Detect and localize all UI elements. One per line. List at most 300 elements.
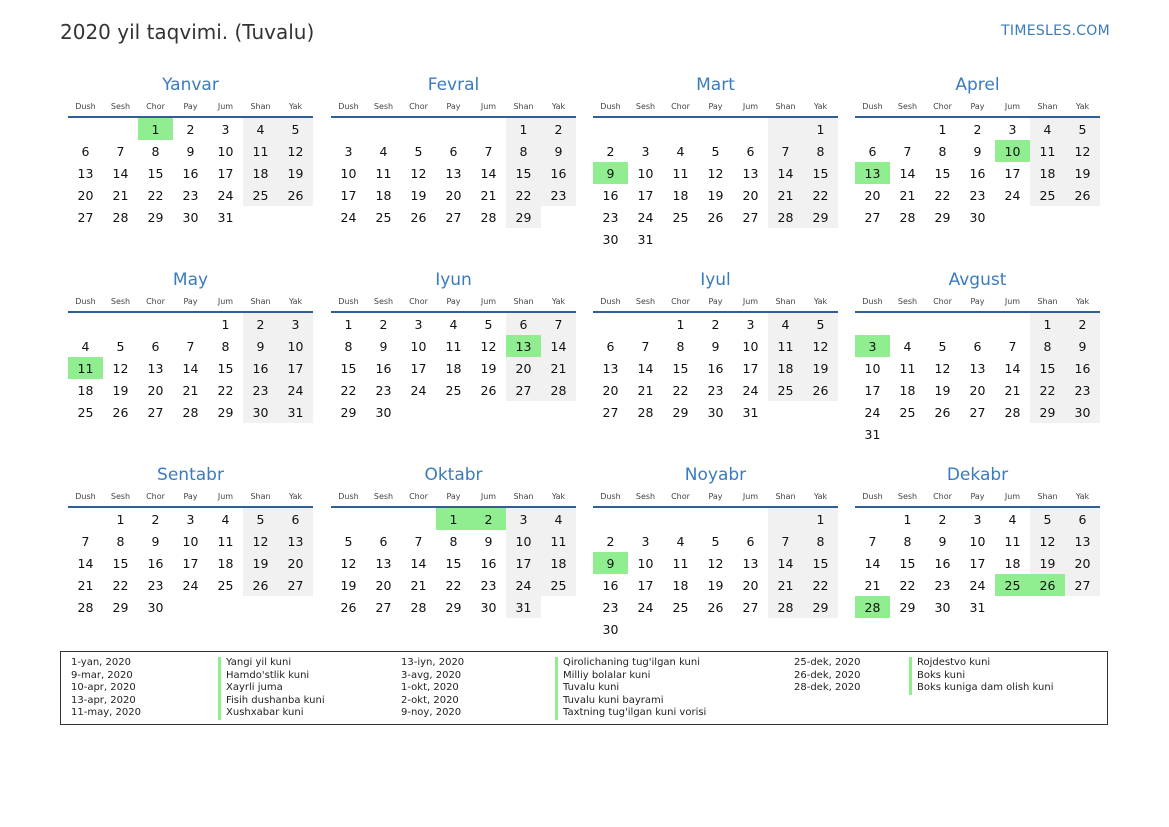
day-cell: 29 xyxy=(340,404,357,420)
day-cell: 1 xyxy=(116,511,125,527)
day-cell: 3 xyxy=(221,121,230,137)
empty-cell xyxy=(925,313,960,335)
weekday-label: Dush xyxy=(75,492,96,501)
day-cell: 4 xyxy=(768,313,803,335)
month-name: Fevral xyxy=(427,75,480,95)
day-cell: 22 xyxy=(506,184,541,206)
weekday-label: Sesh xyxy=(635,492,656,501)
day-cell: 29 xyxy=(147,209,164,225)
day-cell: 25 xyxy=(899,404,916,420)
day-cell: 23 xyxy=(480,577,497,593)
day-cell: 21 xyxy=(182,382,199,398)
day-cell: 12 xyxy=(1030,530,1065,552)
day-cell: 23 xyxy=(602,209,619,225)
day-cell: 3 xyxy=(506,508,541,530)
day-cell: 1 xyxy=(221,316,230,332)
day-cell: 2 xyxy=(541,118,576,140)
day-cell: 2 xyxy=(606,533,615,549)
legend-holiday-name: Qirolichaning tug'ilgan kuni xyxy=(555,657,706,670)
month-name: Yanvar xyxy=(162,75,219,95)
month-iyul xyxy=(593,267,838,423)
day-cell: 21 xyxy=(637,382,654,398)
day-cell: 7 xyxy=(868,533,877,549)
weekday-label: Dush xyxy=(75,297,96,306)
day-cell: 28 xyxy=(768,206,803,228)
day-cell: 29 xyxy=(112,599,129,615)
day-cell: 13 xyxy=(742,555,759,571)
empty-cell xyxy=(593,118,628,140)
weekday-label: Dush xyxy=(338,492,359,501)
day-cell: 29 xyxy=(934,209,951,225)
weekday-label: Jum xyxy=(742,492,759,501)
legend-holiday-name: Tuvalu kuni xyxy=(555,682,706,695)
weekday-header xyxy=(593,98,838,118)
legend-holiday-name: Rojdestvo kuni xyxy=(909,657,1053,670)
day-cell: 23 xyxy=(934,577,951,593)
day-cell: 19 xyxy=(1030,552,1065,574)
day-cell: 28 xyxy=(112,209,129,225)
day-cell: 11 xyxy=(1004,533,1021,549)
weekday-label: Sesh xyxy=(110,492,131,501)
day-cell: 3 xyxy=(641,533,650,549)
day-cell: 5 xyxy=(938,338,947,354)
day-cell: 17 xyxy=(969,555,986,571)
day-cell: 10 xyxy=(340,165,357,181)
day-cell: 7 xyxy=(186,338,195,354)
weekday-label: Chor xyxy=(933,102,952,111)
day-cell: 23 xyxy=(182,187,199,203)
day-cell: 10 xyxy=(969,533,986,549)
day-cell: 2 xyxy=(186,121,195,137)
day-cell: 11 xyxy=(541,530,576,552)
empty-cell xyxy=(436,118,471,140)
day-cell: 28 xyxy=(410,599,427,615)
day-cell: 14 xyxy=(182,360,199,376)
day-cell: 23 xyxy=(243,379,278,401)
day-cell: 30 xyxy=(969,209,986,225)
legend-holiday-name: Hamdo'stlik kuni xyxy=(218,670,325,683)
day-cell: 19 xyxy=(410,187,427,203)
weekday-label: Dush xyxy=(862,297,883,306)
weekday-label: Sesh xyxy=(897,102,918,111)
day-cell: 5 xyxy=(803,313,838,335)
day-cell: 20 xyxy=(1065,552,1100,574)
day-cell: 17 xyxy=(217,165,234,181)
day-cell: 27 xyxy=(742,209,759,225)
day-cell: 16 xyxy=(707,360,724,376)
day-cell: 15 xyxy=(1030,357,1065,379)
weekday-label: Shan xyxy=(513,492,534,501)
day-cell: 22 xyxy=(112,577,129,593)
day-cell: 18 xyxy=(375,187,392,203)
day-cell: 5 xyxy=(344,533,353,549)
legend-date: 11-may, 2020 xyxy=(71,707,141,718)
month-iyun xyxy=(331,267,576,423)
day-cell: 16 xyxy=(934,555,951,571)
day-cell: 29 xyxy=(899,599,916,615)
month-mart xyxy=(593,72,838,250)
day-cell: 30 xyxy=(182,209,199,225)
day-cell: 31 xyxy=(637,231,654,247)
day-cell: 20 xyxy=(445,187,462,203)
day-cell: 31 xyxy=(969,599,986,615)
empty-cell xyxy=(401,508,436,530)
day-cell: 11 xyxy=(768,335,803,357)
day-cell: 17 xyxy=(637,187,654,203)
day-cell: 11 xyxy=(375,165,392,181)
weekday-label: Yak xyxy=(551,492,566,501)
legend-holiday-name: Xayrli juma xyxy=(218,682,325,695)
day-cell: 8 xyxy=(151,143,160,159)
day-cell: 18 xyxy=(899,382,916,398)
day-cell: 24 xyxy=(410,382,427,398)
holiday-day-cell: 13 xyxy=(506,335,541,357)
day-cell: 14 xyxy=(864,555,881,571)
day-cell: 4 xyxy=(1030,118,1065,140)
weekday-label: Sesh xyxy=(373,102,394,111)
weekday-label: Chor xyxy=(146,297,165,306)
day-cell: 15 xyxy=(340,360,357,376)
day-cell: 31 xyxy=(506,596,541,618)
day-cell: 25 xyxy=(77,404,94,420)
day-cell: 6 xyxy=(746,533,755,549)
weekday-label: Pay xyxy=(708,102,723,111)
weekday-label: Dush xyxy=(600,492,621,501)
day-cell: 23 xyxy=(969,187,986,203)
weekday-header xyxy=(855,98,1100,118)
empty-cell xyxy=(366,508,401,530)
day-cell: 27 xyxy=(147,404,164,420)
weekday-header xyxy=(68,98,313,118)
weekday-label: Sesh xyxy=(373,297,394,306)
day-cell: 12 xyxy=(410,165,427,181)
empty-cell xyxy=(890,313,925,335)
day-cell: 29 xyxy=(803,206,838,228)
day-cell: 30 xyxy=(934,599,951,615)
day-cell: 5 xyxy=(711,533,720,549)
day-cell: 10 xyxy=(217,143,234,159)
day-cell: 3 xyxy=(746,316,755,332)
day-cell: 9 xyxy=(484,533,493,549)
day-cell: 5 xyxy=(711,143,720,159)
day-cell: 12 xyxy=(112,360,129,376)
day-cell: 29 xyxy=(803,596,838,618)
legend-date: 1-okt, 2020 xyxy=(401,682,459,693)
empty-cell xyxy=(138,313,173,335)
day-cell: 27 xyxy=(864,209,881,225)
day-cell: 10 xyxy=(637,165,654,181)
day-cell: 13 xyxy=(445,165,462,181)
month-fevral xyxy=(331,72,576,228)
day-cell: 10 xyxy=(410,338,427,354)
legend-holiday-name: Yangi yil kuni xyxy=(218,657,325,670)
weekday-label: Dush xyxy=(338,297,359,306)
day-cell: 27 xyxy=(278,574,313,596)
day-cell: 14 xyxy=(77,555,94,571)
weekday-label: Yak xyxy=(288,297,303,306)
day-cell: 8 xyxy=(221,338,230,354)
weekday-label: Jum xyxy=(1004,297,1021,306)
weekday-label: Dush xyxy=(338,102,359,111)
legend-date: 28-dek, 2020 xyxy=(794,682,861,693)
holiday-day-cell: 1 xyxy=(138,118,173,140)
day-cell: 18 xyxy=(217,555,234,571)
day-cell: 2 xyxy=(1065,313,1100,335)
day-cell: 8 xyxy=(449,533,458,549)
day-cell: 7 xyxy=(541,313,576,335)
empty-cell xyxy=(68,313,103,335)
day-cell: 8 xyxy=(803,140,838,162)
weekday-label: Chor xyxy=(933,297,952,306)
weekday-label: Dush xyxy=(862,102,883,111)
day-cell: 14 xyxy=(768,162,803,184)
day-cell: 7 xyxy=(641,338,650,354)
weekday-label: Yak xyxy=(813,297,828,306)
month-avgust xyxy=(855,267,1100,445)
day-cell: 22 xyxy=(672,382,689,398)
day-cell: 14 xyxy=(541,335,576,357)
legend-date: 3-avg, 2020 xyxy=(401,669,462,681)
day-cell: 2 xyxy=(243,313,278,335)
empty-cell xyxy=(855,508,890,530)
day-cell: 21 xyxy=(410,577,427,593)
day-cell: 14 xyxy=(480,165,497,181)
day-cell: 29 xyxy=(1030,401,1065,423)
day-cell: 24 xyxy=(340,209,357,225)
legend-holiday-name: Taxtning tug'ilgan kuni vorisi xyxy=(555,707,706,720)
day-cell: 6 xyxy=(746,143,755,159)
day-cell: 23 xyxy=(375,382,392,398)
legend-holiday-name: Fisih dushanba kuni xyxy=(218,695,325,708)
day-cell: 21 xyxy=(112,187,129,203)
day-cell: 27 xyxy=(445,209,462,225)
day-cell: 13 xyxy=(742,165,759,181)
legend-date: 10-apr, 2020 xyxy=(71,682,136,693)
weekday-label: Shan xyxy=(1037,102,1058,111)
day-cell: 9 xyxy=(151,533,160,549)
holiday-day-cell: 1 xyxy=(436,508,471,530)
day-cell: 15 xyxy=(217,360,234,376)
day-cell: 29 xyxy=(445,599,462,615)
weekday-header xyxy=(331,293,576,313)
weekday-label: Chor xyxy=(671,102,690,111)
empty-cell xyxy=(733,508,768,530)
weekday-label: Pay xyxy=(708,492,723,501)
day-cell: 19 xyxy=(278,162,313,184)
day-cell: 23 xyxy=(541,184,576,206)
day-cell: 18 xyxy=(1030,162,1065,184)
day-cell: 21 xyxy=(864,577,881,593)
holiday-legend xyxy=(60,651,1108,725)
day-cell: 22 xyxy=(147,187,164,203)
day-cell: 8 xyxy=(676,338,685,354)
day-cell: 20 xyxy=(147,382,164,398)
day-cell: 21 xyxy=(541,357,576,379)
day-cell: 12 xyxy=(707,165,724,181)
day-cell: 17 xyxy=(864,382,881,398)
day-cell: 4 xyxy=(1008,511,1017,527)
day-cell: 9 xyxy=(186,143,195,159)
day-cell: 22 xyxy=(217,382,234,398)
day-cell: 12 xyxy=(480,338,497,354)
weekday-label: Pay xyxy=(446,102,461,111)
day-cell: 11 xyxy=(217,533,234,549)
day-cell: 12 xyxy=(340,555,357,571)
empty-cell xyxy=(890,118,925,140)
day-cell: 29 xyxy=(672,404,689,420)
weekday-label: Pay xyxy=(446,297,461,306)
empty-cell xyxy=(628,313,663,335)
day-cell: 7 xyxy=(414,533,423,549)
day-cell: 24 xyxy=(864,404,881,420)
day-cell: 3 xyxy=(973,511,982,527)
empty-cell xyxy=(331,118,366,140)
day-cell: 11 xyxy=(445,338,462,354)
day-cell: 24 xyxy=(637,209,654,225)
month-yanvar xyxy=(68,72,313,228)
weekday-label: Sesh xyxy=(110,102,131,111)
day-cell: 16 xyxy=(375,360,392,376)
empty-cell xyxy=(331,508,366,530)
day-cell: 20 xyxy=(742,187,759,203)
brand-link[interactable]: TIMESLES.COM xyxy=(1001,23,1110,39)
day-cell: 17 xyxy=(278,357,313,379)
day-cell: 1 xyxy=(803,118,838,140)
day-cell: 9 xyxy=(541,140,576,162)
weekday-header xyxy=(593,488,838,508)
day-cell: 6 xyxy=(81,143,90,159)
day-cell: 6 xyxy=(1065,508,1100,530)
day-cell: 23 xyxy=(1065,379,1100,401)
day-grid xyxy=(68,508,313,618)
day-cell: 12 xyxy=(1065,140,1100,162)
day-cell: 9 xyxy=(711,338,720,354)
day-cell: 11 xyxy=(672,165,689,181)
weekday-label: Pay xyxy=(183,102,198,111)
day-cell: 24 xyxy=(182,577,199,593)
month-name: Iyun xyxy=(435,270,472,290)
month-noyabr xyxy=(593,462,838,640)
month-name: Noyabr xyxy=(684,465,747,485)
day-cell: 21 xyxy=(480,187,497,203)
day-cell: 11 xyxy=(672,555,689,571)
month-may xyxy=(68,267,313,423)
weekday-label: Jum xyxy=(217,297,234,306)
day-cell: 25 xyxy=(243,184,278,206)
day-cell: 21 xyxy=(1004,382,1021,398)
day-cell: 28 xyxy=(77,599,94,615)
holiday-day-cell: 3 xyxy=(855,335,890,357)
day-cell: 13 xyxy=(1065,530,1100,552)
day-cell: 18 xyxy=(243,162,278,184)
day-cell: 2 xyxy=(379,316,388,332)
day-cell: 13 xyxy=(278,530,313,552)
day-cell: 27 xyxy=(506,379,541,401)
weekday-header xyxy=(68,488,313,508)
day-cell: 20 xyxy=(375,577,392,593)
day-cell: 28 xyxy=(1004,404,1021,420)
weekday-label: Shan xyxy=(250,492,271,501)
empty-cell xyxy=(960,313,995,335)
weekday-label: Jum xyxy=(742,102,759,111)
holiday-day-cell: 2 xyxy=(471,508,506,530)
holiday-day-cell: 25 xyxy=(995,574,1030,596)
day-cell: 13 xyxy=(969,360,986,376)
day-cell: 26 xyxy=(1065,184,1100,206)
day-cell: 28 xyxy=(541,379,576,401)
day-grid xyxy=(331,313,576,423)
empty-cell xyxy=(68,118,103,140)
weekday-header xyxy=(855,293,1100,313)
month-name: Iyul xyxy=(700,270,731,290)
day-cell: 8 xyxy=(506,140,541,162)
day-cell: 24 xyxy=(217,187,234,203)
legend-date: 26-dek, 2020 xyxy=(794,669,861,681)
day-cell: 13 xyxy=(602,360,619,376)
weekday-label: Yak xyxy=(813,492,828,501)
empty-cell xyxy=(366,118,401,140)
weekday-label: Sesh xyxy=(635,297,656,306)
day-cell: 2 xyxy=(151,511,160,527)
weekday-label: Pay xyxy=(970,102,985,111)
legend-date: 2-okt, 2020 xyxy=(401,694,459,706)
day-cell: 4 xyxy=(676,533,685,549)
day-cell: 3 xyxy=(278,313,313,335)
empty-cell xyxy=(401,118,436,140)
empty-cell xyxy=(855,118,890,140)
day-cell: 27 xyxy=(1065,574,1100,596)
day-cell: 17 xyxy=(340,187,357,203)
day-cell: 16 xyxy=(541,162,576,184)
day-cell: 8 xyxy=(116,533,125,549)
empty-cell xyxy=(855,313,890,335)
weekday-label: Dush xyxy=(600,297,621,306)
weekday-label: Yak xyxy=(551,102,566,111)
day-cell: 17 xyxy=(637,577,654,593)
day-cell: 8 xyxy=(1030,335,1065,357)
day-cell: 1 xyxy=(903,511,912,527)
day-cell: 27 xyxy=(742,599,759,615)
empty-cell xyxy=(68,508,103,530)
month-name: Avgust xyxy=(948,270,1007,290)
empty-cell xyxy=(663,508,698,530)
empty-cell xyxy=(593,313,628,335)
day-cell: 4 xyxy=(221,511,230,527)
month-name: Sentabr xyxy=(157,465,224,485)
weekday-label: Jum xyxy=(217,492,234,501)
day-cell: 1 xyxy=(803,508,838,530)
day-cell: 19 xyxy=(934,382,951,398)
day-cell: 20 xyxy=(742,577,759,593)
day-cell: 7 xyxy=(484,143,493,159)
weekday-label: Chor xyxy=(146,102,165,111)
day-cell: 3 xyxy=(1008,121,1017,137)
day-cell: 2 xyxy=(711,316,720,332)
day-cell: 26 xyxy=(410,209,427,225)
day-cell: 7 xyxy=(81,533,90,549)
day-cell: 6 xyxy=(606,338,615,354)
weekday-label: Shan xyxy=(1037,297,1058,306)
day-cell: 17 xyxy=(506,552,541,574)
weekday-label: Shan xyxy=(513,297,534,306)
day-cell: 10 xyxy=(864,360,881,376)
weekday-label: Jum xyxy=(1004,492,1021,501)
weekday-label: Yak xyxy=(813,102,828,111)
day-cell: 28 xyxy=(768,596,803,618)
empty-cell xyxy=(593,508,628,530)
day-cell: 5 xyxy=(278,118,313,140)
day-cell: 30 xyxy=(375,404,392,420)
